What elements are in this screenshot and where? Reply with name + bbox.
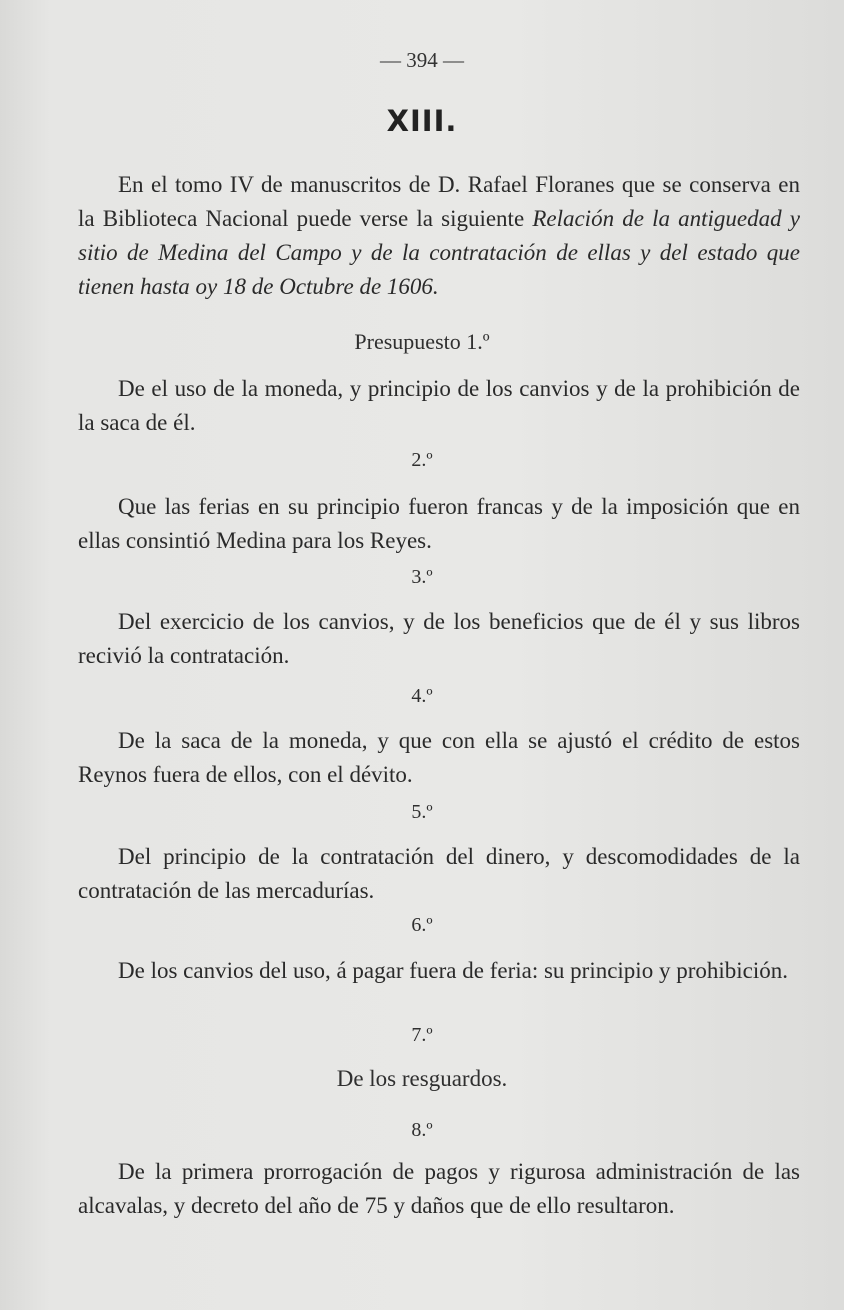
entry-text-1: De el uso de la moneda, y principio de los canvios y de la prohibición de la saca de él. <box>78 376 800 435</box>
entry-label-6: 6.º <box>411 914 433 936</box>
entry-label-5: 5.º <box>411 801 433 823</box>
entry-label-4: 4.º <box>411 685 433 707</box>
entry-label-7: 7.º <box>411 1024 433 1046</box>
entry-label-1: Presupuesto 1.º <box>354 329 490 354</box>
intro-text: En el tomo IV de manuscritos de D. Rafael Floranes que se conserva en la Biblioteca Nacional puede verse la siguiente <box>78 172 800 231</box>
entry-text-5: Del principio de la contratación del dinero, y descomodidades de la contratación de las mercadurías. <box>78 844 800 903</box>
entry-text-4: De la saca de la moneda, y que con ella se ajustó el crédito de estos Reynos fuera de ellos, con el dévito. <box>78 728 800 787</box>
entry-label-2: 2.º <box>411 449 433 471</box>
entry-label-8: 8.º <box>411 1119 433 1141</box>
entry-text-7: De los resguardos. <box>336 1066 508 1091</box>
entry-text-6: De los canvios del uso, á pagar fuera de feria: su principio y prohibición. <box>118 958 788 983</box>
entry-label-3: 3.º <box>411 566 433 588</box>
intro-title-italic: Relación de la antiguedad y sitio de Medina del Campo y de la contratación de ellas y del estado que tienen hasta oy 18 de Octubre de 1606. <box>78 206 800 299</box>
entry-text-3: Del exercicio de los canvios, y de los beneficios que de él y sus libros recivió la contratación. <box>78 609 800 668</box>
entry-text-8: De la primera prorrogación de pagos y rigurosa administración de las alcavalas, y decreto del año de 75 y daños que de ello resultaron. <box>78 1159 800 1218</box>
page-number: — 394 — <box>380 48 464 72</box>
section-heading: XIII. <box>386 104 458 138</box>
entry-text-2: Que las ferias en su principio fueron francas y de la imposición que en ellas consintió Medina para los Reyes. <box>78 494 800 553</box>
intro-paragraph <box>78 168 800 304</box>
